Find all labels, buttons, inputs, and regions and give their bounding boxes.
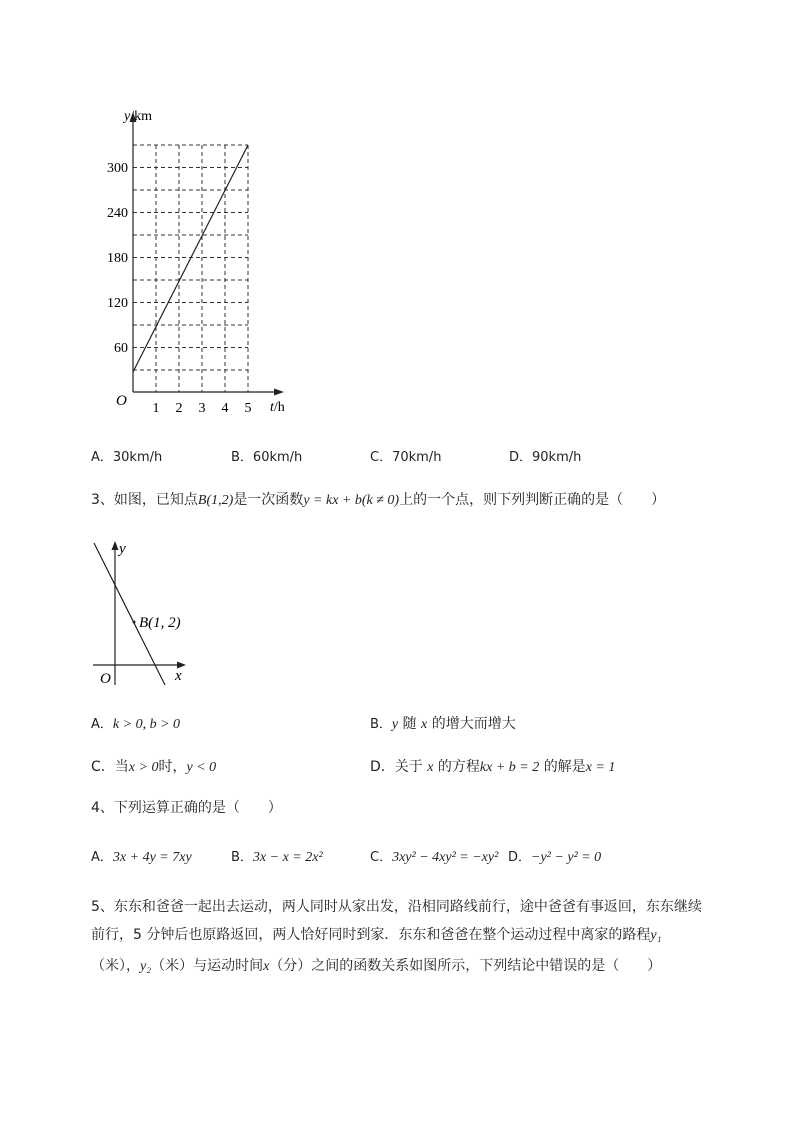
q3-linear-function-graph [88, 535, 198, 690]
q4-option-c [370, 847, 498, 868]
q4-option-prefix: A． [91, 850, 113, 865]
q3-stem [91, 490, 665, 511]
q3-option-math: x > 0 [128, 760, 159, 775]
q2-data-line [133, 145, 248, 372]
q5-stem-line-3 [91, 956, 661, 977]
q3-x-label: x [175, 668, 182, 684]
q4-stem: 4、下列运算正确的是（ ） [91, 800, 282, 816]
q3-option-a [91, 714, 180, 735]
q5-stem-line-1: 5、东东和爸爸一起出去运动，两人同时从家出发，沿相同路线前行，途中爸爸有事返回，东东继续 [91, 899, 702, 915]
q4-option-prefix: B． [231, 850, 253, 865]
q2-option-c: C．70km/h [370, 450, 442, 465]
q2-x-axis-label: t/h [270, 400, 285, 415]
q3-option-text: 的解是 [543, 759, 586, 775]
q4-option-a [91, 847, 192, 868]
q3-stem-point: B(1,2) [197, 493, 234, 508]
q2-grid [133, 145, 248, 392]
q3-option-math: x [427, 760, 434, 775]
q2-x-tick: 2 [175, 401, 183, 416]
q3-function-line [94, 543, 165, 685]
q2-y-tick: 240 [107, 206, 128, 221]
q4-option-math: 3x − x = 2x² [252, 850, 323, 865]
q5-stem-line-2 [91, 925, 661, 946]
q5-stem-text: （分）之间的函数关系如图所示，下列结论中错误的是（ ） [269, 958, 662, 974]
q2-y-axis-label: y/km [124, 109, 152, 124]
q5-stem-text: （米）与运动时间 [151, 958, 264, 974]
q3-origin-label: O [100, 671, 111, 687]
q2-origin-label: O [116, 393, 127, 409]
q3-option-d [370, 757, 615, 778]
q3-option-prefix: C．当 [91, 759, 129, 775]
q3-option-prefix: A． [91, 717, 113, 732]
q5-stem-math: y₂ [140, 959, 152, 974]
q3-y-arrow [112, 541, 119, 550]
q3-option-text: 随 [402, 716, 417, 732]
q2-x-tick: 5 [244, 401, 252, 416]
q2-x-tick: 1 [152, 401, 160, 416]
q3-stem-text: 是一次函数 [233, 492, 304, 508]
q3-stem-function: y = kx + b(k ≠ 0) [303, 493, 400, 508]
q4-option-prefix: D． [508, 850, 532, 865]
q2-distance-time-graph [100, 100, 300, 425]
q3-stem-text: 上的一个点，则下列判断正确的是（ ） [399, 492, 666, 508]
q2-x-tick: 4 [221, 401, 229, 416]
q5-stem-math: y₁ [650, 928, 662, 943]
q2-y-tick: 60 [114, 341, 128, 356]
q3-option-text: 时， [158, 759, 187, 775]
q3-option-math: x = 1 [585, 760, 616, 775]
q3-option-prefix: D．关于 [370, 759, 423, 775]
q3-option-c [91, 757, 216, 778]
q5-stem-text: （米）， [91, 958, 140, 974]
q3-option-math: y [391, 717, 399, 732]
q3-option-prefix: B． [370, 717, 392, 732]
q2-y-tick: 300 [107, 161, 128, 176]
q3-y-label: y [119, 541, 126, 557]
q2-x-tick: 3 [198, 401, 206, 416]
q4-option-math: 3xy² − 4xy² = −xy² [392, 850, 499, 865]
q5-stem-math: x [263, 959, 270, 974]
q4-option-math: 3x + 4y = 7xy [112, 850, 192, 865]
q5-stem-text: 前行，5 分钟后也原路返回，两人恰好同时到家．东东和爸爸在整个运动过程中离家的路程 [91, 927, 651, 943]
q3-option-text: 的方程 [437, 759, 480, 775]
q2-option-b: B．60km/h [231, 450, 303, 465]
q4-option-math: −y² − y² = 0 [531, 850, 602, 865]
q2-option-a: A．30km/h [91, 450, 163, 465]
q4-option-prefix: C． [370, 850, 393, 865]
q3-point-b [133, 621, 136, 624]
q2-y-tick: 120 [107, 296, 128, 311]
q3-option-math: k > 0, b > 0 [112, 717, 181, 732]
q2-y-tick: 180 [107, 251, 128, 266]
q3-point-label: B(1, 2) [139, 615, 181, 631]
q4-option-d [508, 847, 601, 868]
q3-option-math: y < 0 [186, 760, 217, 775]
q3-option-text: 的增大而增大 [431, 716, 516, 732]
q3-option-b [370, 714, 516, 735]
q4-option-b [231, 847, 323, 868]
q3-option-math: kx + b = 2 [479, 760, 540, 775]
q3-stem-text: 3、如图，已知点 [91, 492, 198, 508]
q2-option-d: D．90km/h [509, 450, 582, 465]
q2-axes [133, 118, 278, 392]
q3-option-math: x [421, 717, 428, 732]
q2-x-arrow [274, 389, 284, 396]
